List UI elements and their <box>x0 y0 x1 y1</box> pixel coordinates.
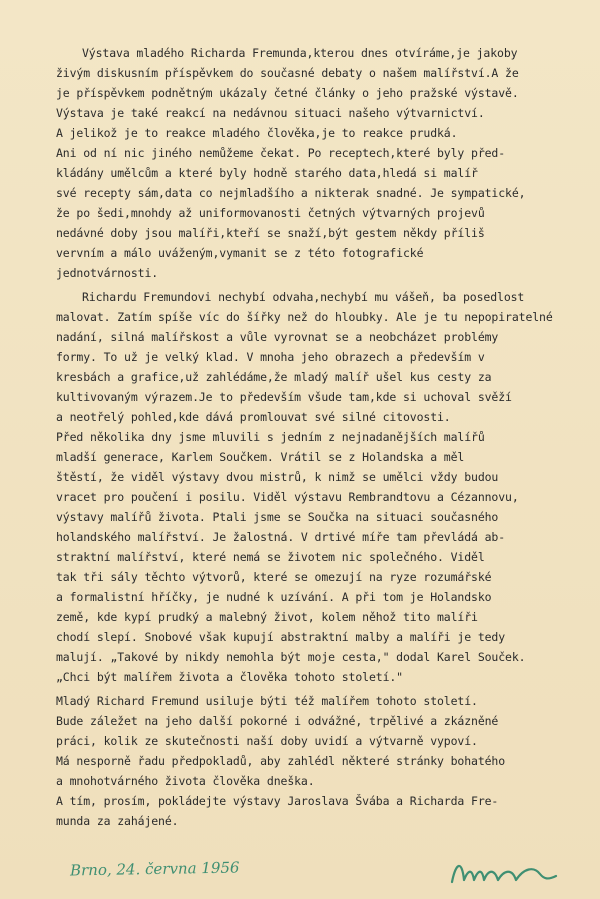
text-line-31: malují. „Takové by nikdy nemohla být moje cesta," dodal Karel Souček. <box>56 650 526 664</box>
text-line-11: vervním a málo uváženým,vymanit se z této fotografické <box>56 246 424 260</box>
text-line-12: jednotvárnosti. <box>56 266 159 280</box>
text-line-21: mladší generace, Karlem Součkem. Vrátil se z Holandska a měl <box>56 450 465 464</box>
text-line-29: země, kde kypí prudký a malebný život, kolem něhož tito malíři <box>56 610 478 624</box>
text-line-19: a neotřelý pohled,kde dává promlouvat své silné citovosti. <box>56 410 451 424</box>
text-line-23: vracet pro poučení i posilu. Viděl výstavu Rembrandtovu a Cézannovu, <box>56 490 519 504</box>
text-line-28: a formalistní hříčky, je nudné k uzívání. A při tom je Holandsko <box>56 590 492 604</box>
text-line-18: kultivovaným výrazem.Je to především všude tam,kde si uchoval svěží <box>56 390 512 404</box>
text-line-25: holandského malířství. Je žalostná. V drtivé míře tam převládá ab- <box>56 530 506 544</box>
text-line-20: Před několika dny jsme mluvili s jedním z nejnadanějších malířů <box>56 430 485 444</box>
text-line-30: chodí slepí. Snobové však kupují abstraktní malby a malíři je tedy <box>56 630 506 644</box>
text-line-14: malovat. Zatím spíše víc do šířky než do hloubky. Ale je tu nepopiratelné <box>56 310 553 324</box>
text-line-6: Ani od ní nic jiného nemůžeme čekat. Po receptech,které byly před- <box>56 146 506 160</box>
text-line-17: kresbách a grafice,už zahlédáme,že mladý malíř ušel kus cesty za <box>56 370 492 384</box>
text-line-15: nadání, silná malířskost a vůle vyrovnat se a neobcházet problémy <box>56 330 499 344</box>
text-line-22: štěstí, že viděl výstavy dvou mistrů, k nimž se umělci vždy budou <box>56 470 499 484</box>
text-line-36: Má nesporně řadu předpokladů, aby zahlédl některé stránky bohatého <box>56 754 506 768</box>
text-line-27: tak tři sály těchto výtvorů, které se omezují na ryze rozumářské <box>56 570 492 584</box>
text-line-34: Bude záležet na jeho další pokorné i odvážné, trpělivé a zkázněné <box>56 714 499 728</box>
text-line-9: že po šedi,mnohdy až uniformovanosti četných výtvarných projevů <box>56 206 485 220</box>
text-line-38: A tím, prosím, pokládejte výstavy Jaroslava Švába a Richarda Fre- <box>56 794 499 808</box>
text-line-13: Richardu Fremundovi nechybí odvaha,nechybí mu vášeň, ba posedlost <box>82 290 525 304</box>
text-line-16: formy. To už je velký klad. V mnoha jeho obrazech a především v <box>56 350 485 364</box>
text-line-26: straktní malířství, které nemá se životem nic společného. Viděl <box>56 550 485 564</box>
text-line-24: výstavy malířů života. Ptali jsme se Součka na situaci současného <box>56 510 499 524</box>
text-line-5: A jelikož je to reakce mladého člověka,je to reakce prudká. <box>56 126 458 140</box>
text-line-32: „Chci být malířem života a člověka tohoto století." <box>56 670 403 684</box>
text-line-2: živým diskusním příspěvkem do současné debaty o našem malířství.A že <box>56 66 519 80</box>
handwritten-signature <box>444 852 564 892</box>
text-line-4: Výstava je také reakcí na nedávnou situaci našeho výtvarnictví. <box>56 106 485 120</box>
text-line-10: nedávné doby jsou malíři,kteří se snaží,být gestem někdy příliš <box>56 226 485 240</box>
text-line-39: munda za zahájené. <box>56 814 179 828</box>
text-line-7: kládány umělcům a které byly hodně starého data,hledá si malíř <box>56 166 478 180</box>
handwritten-date: Brno, 24. června 1956 <box>69 858 240 880</box>
text-line-8: své recepty sám,data co nejmladšího a nikterak snadné. Je sympatické, <box>56 186 526 200</box>
text-line-37: a mnohotvárného života člověka dneška. <box>56 774 315 788</box>
text-line-33: Mladý Richard Fremund usiluje býti též malířem tohoto století. <box>56 694 478 708</box>
text-line-3: je příspěvkem podnětným ukázaly četné články o jeho pražské výstavě. <box>56 86 519 100</box>
text-line-1: Výstava mladého Richarda Fremunda,kterou dnes otvíráme,je jakoby <box>82 46 518 60</box>
text-line-35: práci, kolik ze skutečnosti naší doby uvidí a výtvarně vypoví. <box>56 734 478 748</box>
